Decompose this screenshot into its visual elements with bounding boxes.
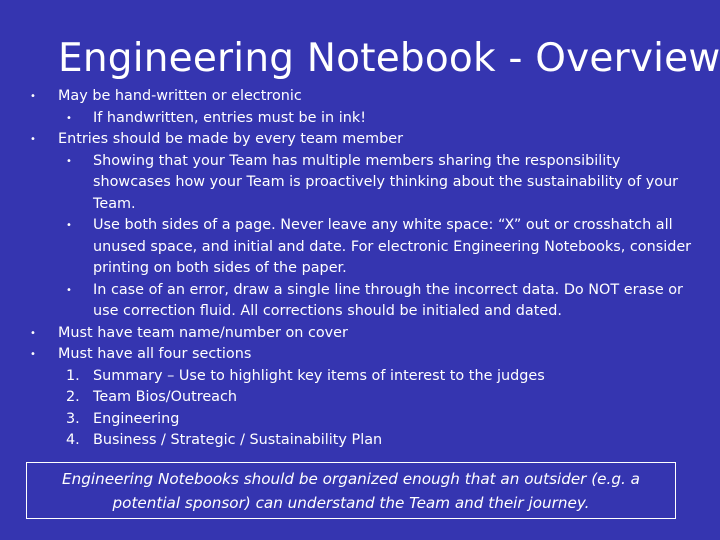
list-item-text: Summary – Use to highlight key items of interest to the judges <box>93 367 545 384</box>
list-item-text: Use both sides of a page. Never leave any white space: “X” out or crosshatch all <box>93 217 673 233</box>
item-number: 4. <box>66 432 80 448</box>
list-item-text: Must have team name/number on cover <box>58 324 348 341</box>
item-number: 2. <box>66 389 80 405</box>
bullet-icon: • <box>66 155 72 167</box>
bullet-icon: • <box>30 134 36 145</box>
sub-list-item <box>0 151 720 173</box>
bullet-icon: • <box>30 327 36 339</box>
list-item-continuation: showcases how your Team is proactively thinking about the sustainability of your <box>93 174 679 190</box>
slide-title: Engineering Notebook - Overview <box>58 36 720 81</box>
sub-list-item <box>0 215 720 237</box>
list-item-text: Business / Strategic / Sustainability Plan <box>93 432 383 448</box>
item-number: 1. <box>66 367 80 384</box>
bullet-icon: • <box>66 284 72 296</box>
callout-text-line: potential sponsor) can understand the Team and their journey. <box>112 493 590 512</box>
numbered-item <box>0 366 720 388</box>
list-item-continuation: Team. <box>93 195 136 212</box>
list-item-continuation: use correction fluid. All corrections should be initialed and dated. <box>93 303 562 319</box>
list-item-continuation: printing on both sides of the paper. <box>93 260 347 276</box>
numbered-item <box>0 387 720 409</box>
list-item-text: Must have all four sections <box>58 346 252 362</box>
list-item-text: In case of an error, draw a single line through the incorrect data. Do NOT erase or <box>93 281 683 298</box>
item-number: 3. <box>66 410 80 427</box>
list-item-text: Showing that your Team has multiple members sharing the responsibility <box>93 152 621 169</box>
list-item <box>0 86 720 108</box>
bullet-icon: • <box>66 112 72 124</box>
list-item-text: Engineering <box>93 410 180 427</box>
list-item-text: If handwritten, entries must be in ink! <box>93 109 366 126</box>
bullet-list <box>0 86 720 452</box>
list-item-text: Team Bios/Outreach <box>93 389 238 405</box>
sub-list-item <box>0 280 720 302</box>
list-item-text: Entries should be made by every team member <box>58 131 404 147</box>
bullet-icon: • <box>30 349 36 360</box>
callout-text-line: Engineering Notebooks should be organized enough that an outsider (e.g. a <box>62 470 640 488</box>
list-item-continuation: unused space, and initial and date. For electronic Engineering Notebooks, consider <box>93 238 692 255</box>
list-item <box>0 129 720 151</box>
list-item <box>0 344 720 366</box>
numbered-item <box>0 430 720 452</box>
sub-list-item <box>0 108 720 130</box>
list-item-text: May be hand-written or electronic <box>58 88 302 104</box>
callout-box <box>26 462 676 519</box>
numbered-item <box>0 409 720 431</box>
bullet-icon: • <box>66 220 72 231</box>
list-item <box>0 323 720 345</box>
bullet-icon: • <box>30 91 36 102</box>
